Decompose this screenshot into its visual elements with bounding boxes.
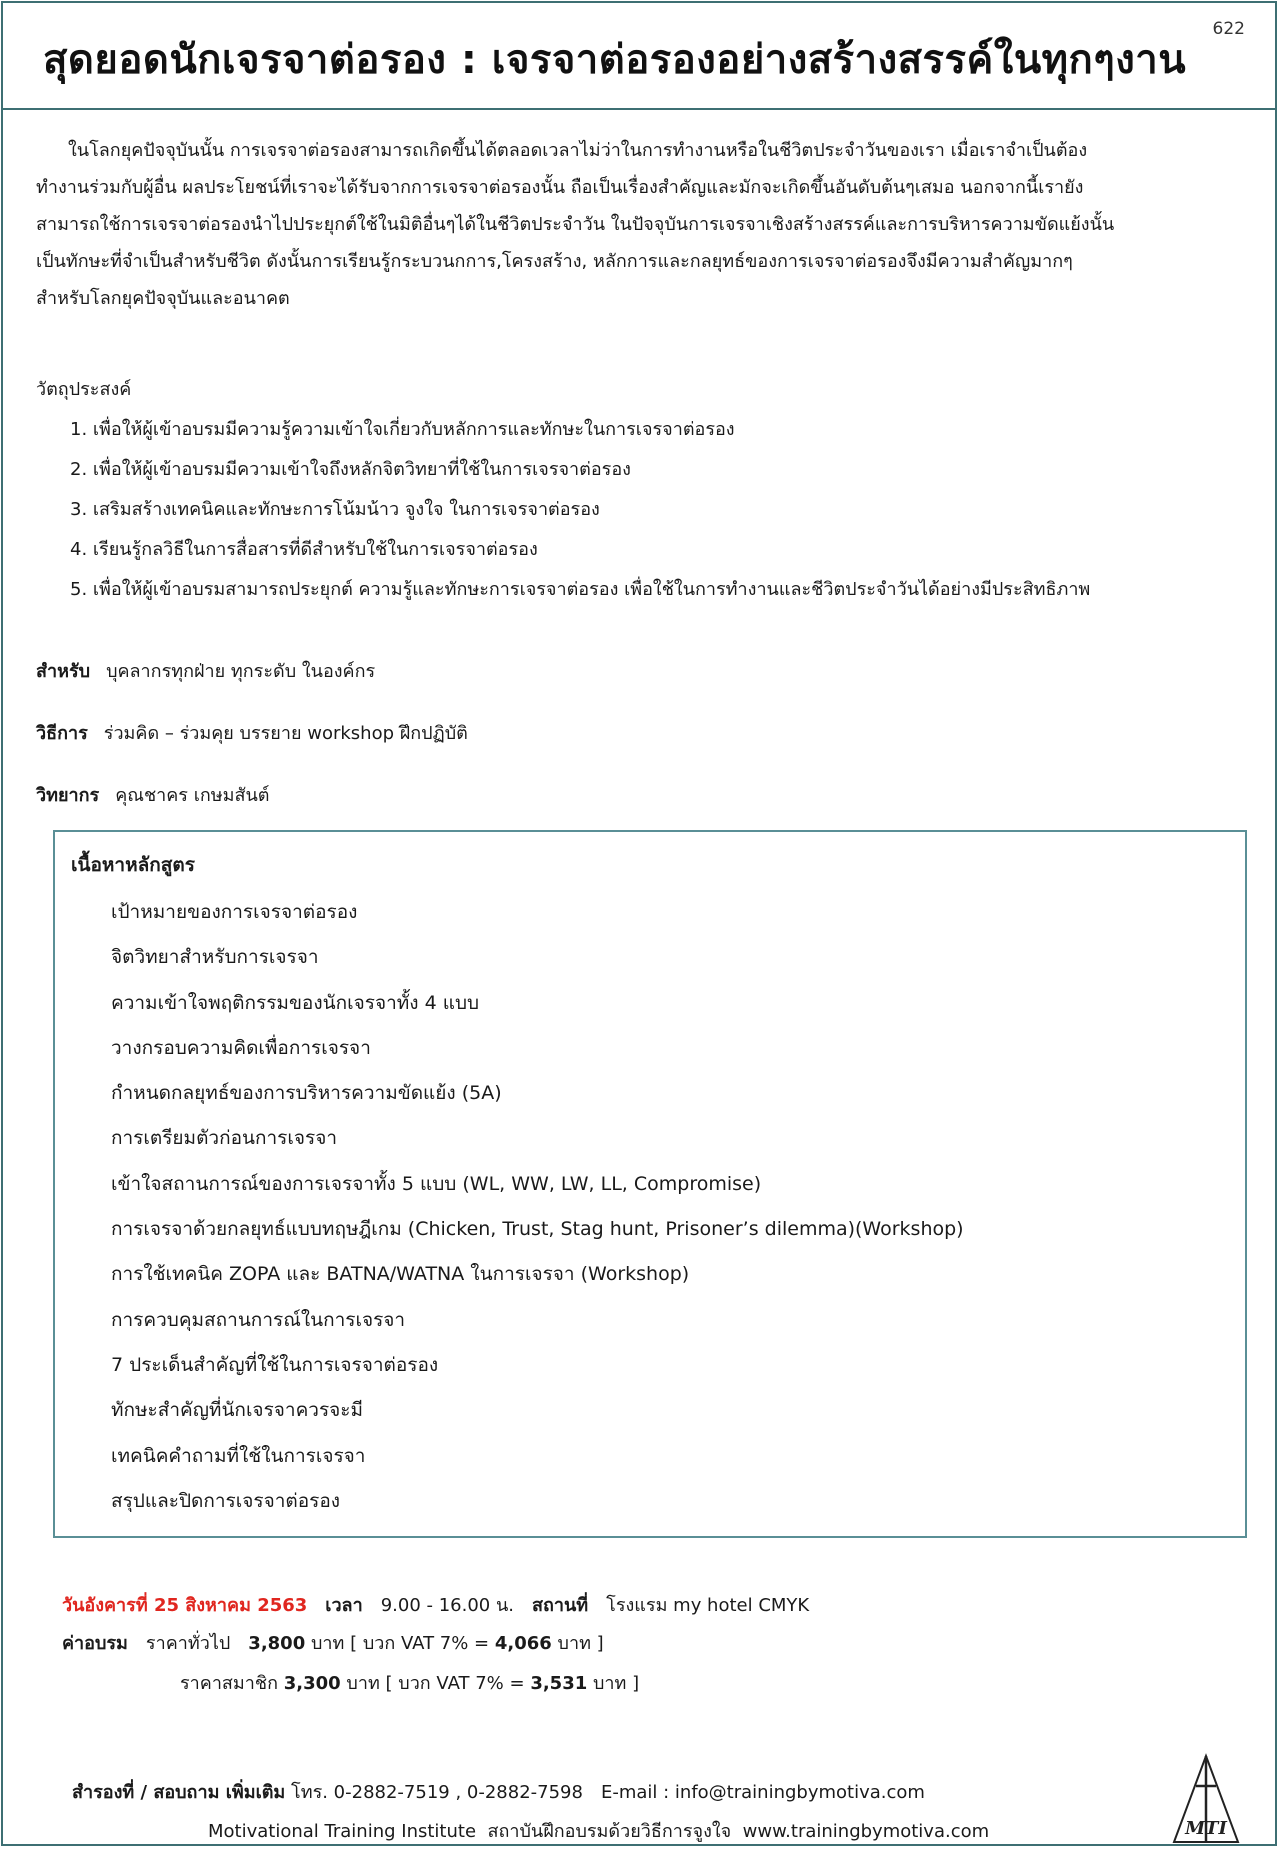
fee-member-row <box>180 1668 639 1697</box>
objective-item: 2. เพื่อให้ผู้เข้าอบรมมีความเข้าใจถึงหลักจิตวิทยาที่ใช้ในการเจรจาต่อรอง <box>70 459 631 480</box>
fee-label: ค่าอบรม <box>62 1633 128 1654</box>
member-price-label: ราคาสมาชิก <box>180 1673 278 1694</box>
content-item: กำหนดกลยุทธ์ของการบริหารความขัดแย้ง (5A) <box>111 1082 502 1105</box>
intro-line: เป็นทักษะที่จำเป็นสำหรับชีวิต ดังนั้นการเรียนรู้กระบวนกการ,โครงสร้าง, หลักการและกลยุทธ์ของการเจรจาต่อรองจึงมีความสำคัญมากๆ <box>36 251 1073 272</box>
content-item: ความเข้าใจพฤติกรรมของนักเจรจาทั้ง 4 แบบ <box>111 991 480 1014</box>
general-unit: บาท [ บวก VAT 7% = <box>310 1633 495 1654</box>
speaker-row <box>36 780 269 809</box>
objective-item: 5. เพื่อให้ผู้เข้าอบรมสามารถประยุกต์ ความรู้และทักษะการเจรจาต่อรอง เพื่อใช้ในการทำงานและชีวิตประจำวันได้อย่างมีประสิทธิภาพ <box>70 579 1091 600</box>
general-end: บาท ] <box>557 1633 604 1654</box>
intro-line: ในโลกยุคปัจจุบันนั้น การเจรจาต่อรองสามารถเกิดขึ้นได้ตลอดเวลาไม่ว่าในการทำงานหรือในชีวิตประจำวันของเรา เมื่อเราจำเป็นต้อง <box>68 140 1088 161</box>
content-item: การเจรจาด้วยกลยุทธ์แบบทฤษฎีเกม (Chicken, Trust, Stag hunt, Prisoner’s dilemma)(Workshop) <box>111 1218 964 1241</box>
intro-line: สามารถใช้การเจรจาต่อรองนำไปประยุกต์ใช้ในมิติอื่นๆได้ในชีวิตประจำวัน ในปัจจุบันการเจรจาเชิงสร้างสรรค์และการบริหารความขัดแย้งนั้น <box>36 214 1115 235</box>
content-item: การควบคุมสถานการณ์ในการเจรจา <box>111 1308 406 1331</box>
website-link[interactable]: www.trainingbymotiva.com <box>742 1821 990 1842</box>
contact-row <box>72 1777 925 1806</box>
mti-logo <box>1170 1752 1242 1846</box>
objective-item: 4. เรียนรู้กลวิธีในการสื่อสารที่ดีสำหรับใช้ในการเจรจาต่อรอง <box>70 539 538 560</box>
objectives-list <box>70 410 1090 610</box>
content-item: เทคนิคคำถามที่ใช้ในการเจรจา <box>111 1444 366 1467</box>
audience-row <box>36 656 375 685</box>
title-bar <box>3 3 1275 110</box>
intro-line: สำหรับโลกยุคปัจจุบันและอนาคต <box>36 288 290 309</box>
audience-label: สำหรับ <box>36 661 91 682</box>
contact-phone[interactable]: โทร. 0-2882-7519 , 0-2882-7598 <box>291 1782 583 1803</box>
content-item: เป้าหมายของการเจรจาต่อรอง <box>111 901 358 923</box>
member-end: บาท ] <box>592 1673 640 1694</box>
method-label: วิธีการ <box>36 723 88 744</box>
general-vat-price: 4,066 <box>494 1633 552 1654</box>
objective-item: 3. เสริมสร้างเทคนิคและทักษะการโน้มน้าว จูงใจ ในการเจรจาต่อรอง <box>70 499 600 520</box>
member-price: 3,300 <box>283 1673 341 1694</box>
course-code: 622 <box>1212 19 1245 39</box>
fee-general-row <box>62 1628 604 1657</box>
time-label: เวลา <box>325 1595 363 1616</box>
speaker-value: คุณชาคร เกษมสันต์ <box>115 785 270 806</box>
objective-item: 1. เพื่อให้ผู้เข้าอบรมมีความรู้ความเข้าใจเกี่ยวกับหลักการและทักษะในการเจรจาต่อรอง <box>70 419 735 440</box>
method-value: ร่วมคิด – ร่วมคุย บรรยาย workshop ฝึกปฏิบัติ <box>103 723 468 744</box>
contact-label: สำรองที่ / สอบถาม เพิ่มเติม <box>72 1782 286 1803</box>
speaker-label: วิทยากร <box>36 785 100 806</box>
content-item: เข้าใจสถานการณ์ของการเจรจาทั้ง 5 แบบ (WL, WW, LW, LL, Compromise) <box>111 1172 762 1195</box>
page-title: สุดยอดนักเจรจาต่อรอง : เจรจาต่อรองอย่างสร้างสรรค์ในทุกๆงาน <box>43 37 1187 83</box>
course-content-box <box>53 830 1247 1538</box>
content-heading: เนื้อหาหลักสูตร <box>71 854 195 876</box>
audience-value: บุคลากรทุกฝ่าย ทุกระดับ ในองค์กร <box>106 661 376 682</box>
content-list <box>111 890 964 1524</box>
content-item: จิตวิทยาสำหรับการเจรจา <box>111 946 319 969</box>
logo-text: MTI <box>1185 1818 1227 1839</box>
member-vat-price: 3,531 <box>530 1673 588 1694</box>
place-value: โรงแรม my hotel CMYK <box>606 1595 810 1616</box>
org-name-en: Motivational Training Institute <box>208 1821 477 1842</box>
time-value: 9.00 - 16.00 น. <box>380 1595 514 1616</box>
content-item: ทักษะสำคัญที่นักเจรจาควรจะมี <box>111 1399 364 1422</box>
content-item: วางกรอบความคิดเพื่อการเจรจา <box>111 1036 371 1059</box>
general-price: 3,800 <box>248 1633 306 1654</box>
event-date: วันอังคารที่ 25 สิงหาคม 2563 <box>62 1595 308 1616</box>
objectives-heading: วัตถุประสงค์ <box>36 379 132 400</box>
content-item: การเตรียมตัวก่อนการเจรจา <box>111 1127 337 1150</box>
member-unit: บาท [ บวก VAT 7% = <box>346 1673 531 1694</box>
general-price-label: ราคาทั่วไป <box>145 1633 231 1654</box>
place-label: สถานที่ <box>532 1595 589 1616</box>
content-item: 7 ประเด็นสำคัญที่ใช้ในการเจรจาต่อรอง <box>111 1353 439 1376</box>
contact-email[interactable]: E-mail : info@trainingbymotiva.com <box>600 1782 925 1803</box>
content-item: สรุปและปิดการเจรจาต่อรอง <box>111 1489 341 1512</box>
intro-paragraph <box>36 132 1251 317</box>
content-item: การใช้เทคนิค ZOPA และ BATNA/WATNA ในการเจรจา (Workshop) <box>111 1263 690 1286</box>
intro-line: ทำงานร่วมกับผู้อื่น ผลประโยชน์ที่เราจะได้รับจากการเจรจาต่อรองนั้น ถือเป็นเรื่องสำคัญและมักจะเกิดขึ้นอันดับต้นๆเสมอ นอกจากนี้เรายัง <box>36 177 1084 198</box>
method-row <box>36 718 468 747</box>
org-name-th: สถาบันฝึกอบรมด้วยวิธีการจูงใจ <box>487 1821 732 1842</box>
schedule-row <box>62 1590 809 1619</box>
footer-row <box>208 1816 989 1845</box>
